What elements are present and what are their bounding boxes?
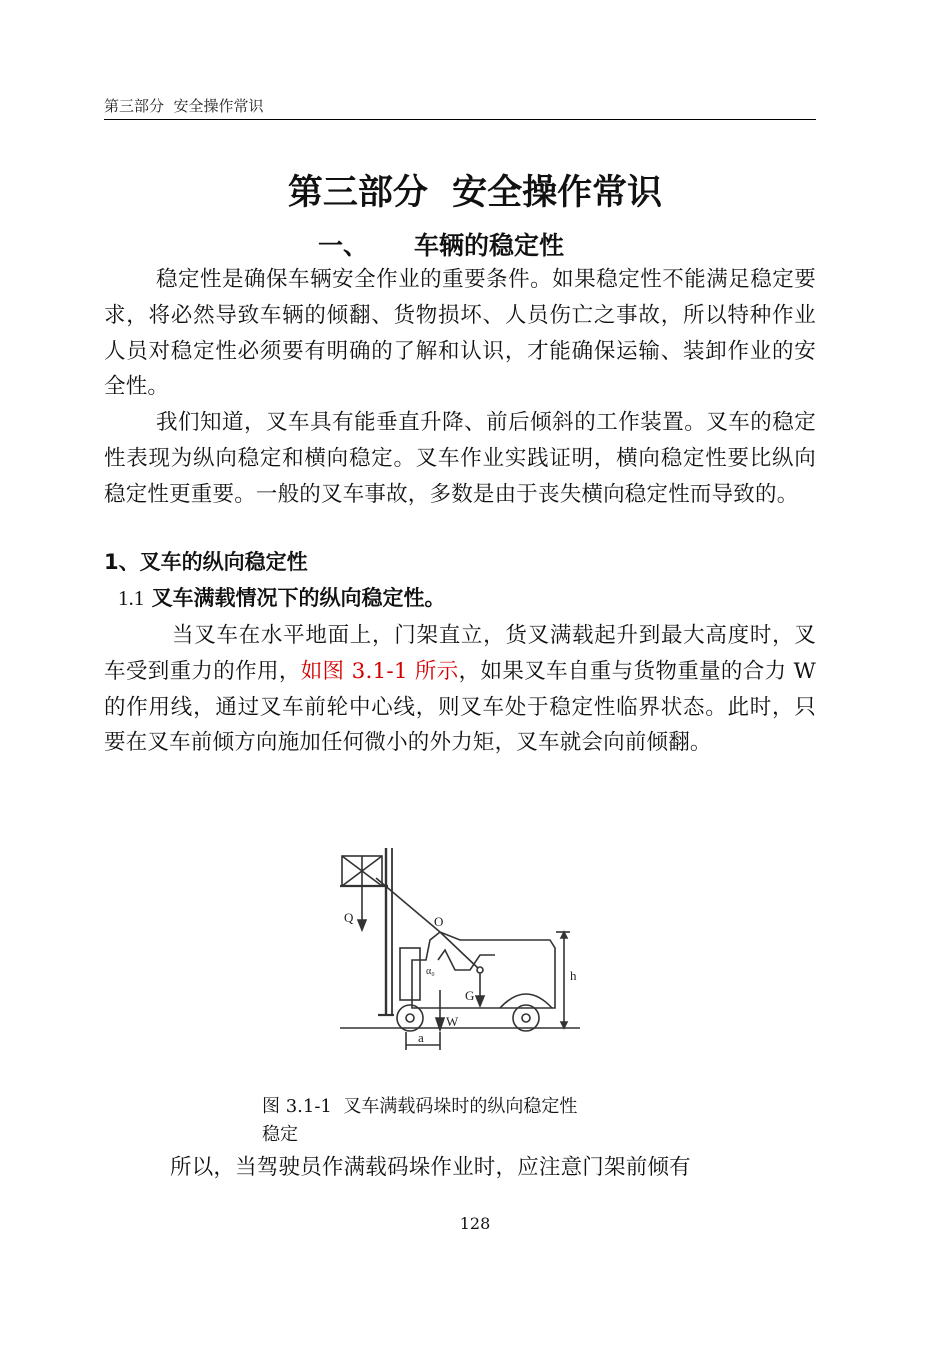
label-a: a xyxy=(418,1030,424,1045)
paragraph-full-load-explanation xyxy=(104,618,816,761)
paragraph-forklift-stability: 我们知道，叉车具有能垂直升降、前后倾斜的工作装置。叉车的稳定性表现为纵向稳定和横向稳定。叉车作业实践证明，横向稳定性要比纵向稳定性更重要。一般的叉车事故，多数是由于丧失横向稳定性而导致的。 xyxy=(104,410,816,507)
subsection-number: 1.1 xyxy=(118,586,145,610)
figure-caption-line2: 稳定 xyxy=(262,1124,298,1145)
section-heading xyxy=(318,226,564,266)
label-w: W xyxy=(446,1014,459,1029)
chapter-title: 第三部分 安全操作常识 xyxy=(287,173,663,213)
page-number: 128 xyxy=(459,1214,491,1233)
front-wheel xyxy=(397,1005,423,1031)
g-force-arrow xyxy=(476,996,484,1006)
forklift-stability-figure xyxy=(330,840,590,1055)
running-header xyxy=(104,95,816,120)
paragraph-text-start: 当叉车在水平地面上，门架直立，货叉满载起升到最大高度时，叉车受到重力的作用， xyxy=(104,623,816,684)
figure-caption xyxy=(262,1093,682,1149)
label-alpha: α₀ xyxy=(426,966,435,977)
paragraph-loading-note: 所以，当驾驶员作满载码垛作业时，应注意门架前倾有 xyxy=(170,1155,691,1180)
figure-caption-line1: 图 3.1-1 叉车满载码垛时的纵向稳定性 xyxy=(262,1096,578,1117)
label-h: h xyxy=(570,968,577,983)
label-o: O xyxy=(434,914,444,929)
running-header-text: 第三部分 安全操作常识 xyxy=(104,97,264,115)
section-title: 车辆的稳定性 xyxy=(414,231,565,260)
heading-longitudinal-stability: 1、叉车的纵向稳定性 xyxy=(104,550,308,574)
section-number: 一、 xyxy=(318,231,369,260)
subsection-title: 叉车满载情况下的纵向稳定性。 xyxy=(151,586,446,610)
paragraph-stability-intro: 稳定性是确保车辆安全作业的重要条件。如果稳定性不能满足稳定要求，将必然导致车辆的倾翻、货物损坏、人员伤亡之事故，所以特种作业人员对稳定性必须要有明确的了解和认识，才能确保运输、装卸作业的安全性。 xyxy=(104,267,816,400)
label-q: Q xyxy=(344,910,354,925)
rear-wheel xyxy=(513,1005,539,1031)
heading-full-load-stability xyxy=(118,581,446,615)
paragraph-text-end: ，如果叉车自重与货物重量的合力 W 的作用线，通过叉车前轮中心线，则叉车处于稳定性临界状态。此时，只要在叉车前倾方向施加任何微小的外力矩，叉车就会向前倾翻。 xyxy=(104,658,816,756)
figure-reference-link[interactable]: 如图 3.1-1 所示 xyxy=(300,658,459,684)
label-g: G xyxy=(465,988,475,1003)
